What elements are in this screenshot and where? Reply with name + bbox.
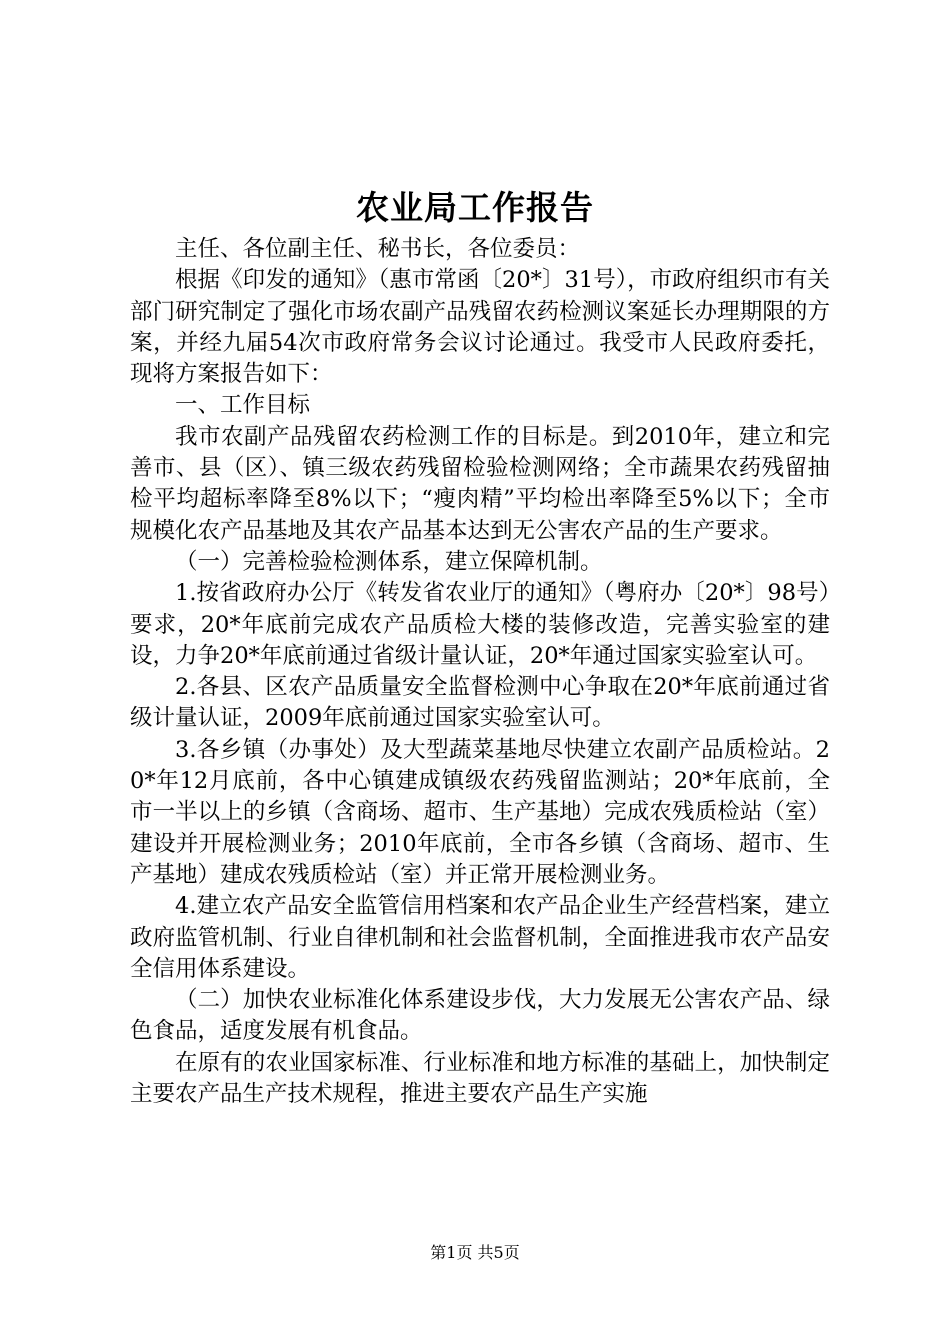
list-item-3: 3.各乡镇（办事处）及大型蔬菜基地尽快建立农副产品质检站。20*年12月底前，各中心镇建成镇级农药残留监测站；20*年底前，全市一半以上的乡镇（含商场、超市、生产基地）完成农残质检站（室）建设并开展检测业务；2010年底前，全市各乡镇（含商场、超市、生产基地）建成农残质检站（室）并正常开展检测业务。 — [130, 736, 830, 888]
intro-paragraph: 根据《印发的通知》（惠市常函〔20*〕31号），市政府组织市有关部门研究制定了强化市场农副产品残留农药检测议案延长办理期限的方案，并经九届54次市政府常务会议讨论通过。我受市人民政府委托，现将方案报告如下： — [130, 267, 830, 388]
list-item-2: 2.各县、区农产品质量安全监督检测中心争取在20*年底前通过省级计量认证，2009年底前通过国家实验室认可。 — [130, 674, 830, 732]
subsection-heading-1: （一）完善检验检测体系，建立保障机制。 — [175, 548, 603, 575]
document-title: 农业局工作报告 — [356, 188, 594, 227]
page-footer: 第1页 共5页 — [430, 1243, 520, 1262]
list-item-1: 1.按省政府办公厅《转发省农业厅的通知》（粤府办〔20*〕98号）要求，20*年底前完成农产品质检大楼的装修改造，完善实验室的建设，力争20*年底前通过省级计量认证，20*年通过国家实验室认可。 — [130, 580, 830, 669]
subsection-heading-2: （二）加快农业标准化体系建设步伐，大力发展无公害农产品、绿色食品，适度发展有机食品。 — [130, 987, 830, 1045]
salutation-paragraph: 主任、各位副主任、秘书长，各位委员： — [175, 236, 581, 262]
section-heading-goals: 一、工作目标 — [175, 392, 311, 419]
document-body — [130, 234, 830, 1110]
goals-paragraph: 我市农副产品残留农药检测工作的目标是。到2010年，建立和完善市、县（区）、镇三级农药残留检验检测网络；全市蔬果农药残留抽检平均超标率降至8%以下；“瘦肉精”平均检出率降至5%以下；全市规模化农产品基地及其农产品基本达到无公害农产品的生产要求。 — [130, 423, 830, 544]
list-item-4: 4.建立农产品安全监管信用档案和农产品企业生产经营档案，建立政府监管机制、行业自律机制和社会监督机制，全面推进我市农产品安全信用体系建设。 — [130, 893, 830, 982]
standards-paragraph: 在原有的农业国家标准、行业标准和地方标准的基础上，加快制定主要农产品生产技术规程，推进主要农产品生产实施 — [130, 1049, 830, 1108]
